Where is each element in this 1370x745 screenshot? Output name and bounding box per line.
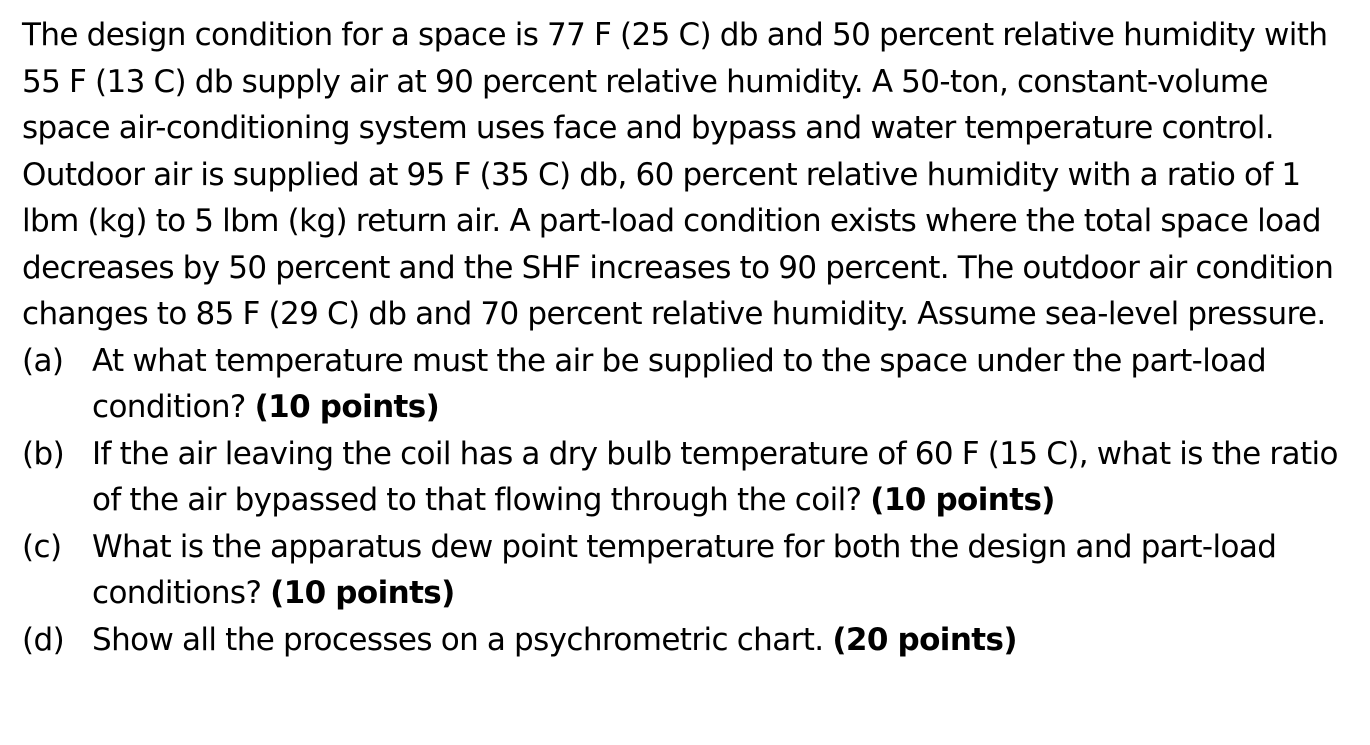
question-marker: (a) bbox=[22, 342, 64, 379]
question-item-d bbox=[22, 617, 1357, 664]
question-item-a bbox=[22, 338, 1357, 431]
question-text: What is the apparatus dew point temperature for both the design and part-load conditions? bbox=[92, 528, 1277, 611]
question-text: Show all the processes on a psychrometric chart. bbox=[92, 621, 824, 658]
question-points: (10 points) bbox=[270, 575, 455, 611]
question-item-b bbox=[22, 431, 1357, 524]
question-points: (10 points) bbox=[870, 482, 1055, 518]
question-points: (20 points) bbox=[832, 621, 1017, 658]
question-text: If the air leaving the coil has a dry bulb temperature of 60 F (15 C), what is the ratio of the air bypassed to that flowing through the coil? bbox=[92, 435, 1338, 518]
question-marker: (b) bbox=[22, 435, 65, 472]
question-item-c bbox=[22, 524, 1357, 617]
question-points: (10 points) bbox=[254, 389, 440, 425]
problem-statement bbox=[22, 12, 1357, 663]
question-marker: (c) bbox=[22, 528, 62, 565]
question-text: At what temperature must the air be supplied to the space under the part-load condition? bbox=[92, 342, 1267, 425]
question-list bbox=[22, 338, 1357, 664]
question-marker: (d) bbox=[22, 621, 65, 658]
problem-intro: The design condition for a space is 77 F (25 C) db and 50 percent relative humidity with 55 F (13 C) db supply air at 90 percent relative humidity. A 50-ton, constant-volume space air-conditioning system uses face and bypass and water temperature control. Outdoor air is supplied at 95 F (35 C) db, 60 percent relative humidity with a ratio of 1 lbm (kg) to 5 lbm (kg) return air. A part-load condition exists where the total space load decreases by 50 percent and the SHF increases to 90 percent. The outdoor air condition changes to 85 F (29 C) db and 70 percent relative humidity. Assume sea-level pressure. bbox=[22, 17, 1334, 332]
